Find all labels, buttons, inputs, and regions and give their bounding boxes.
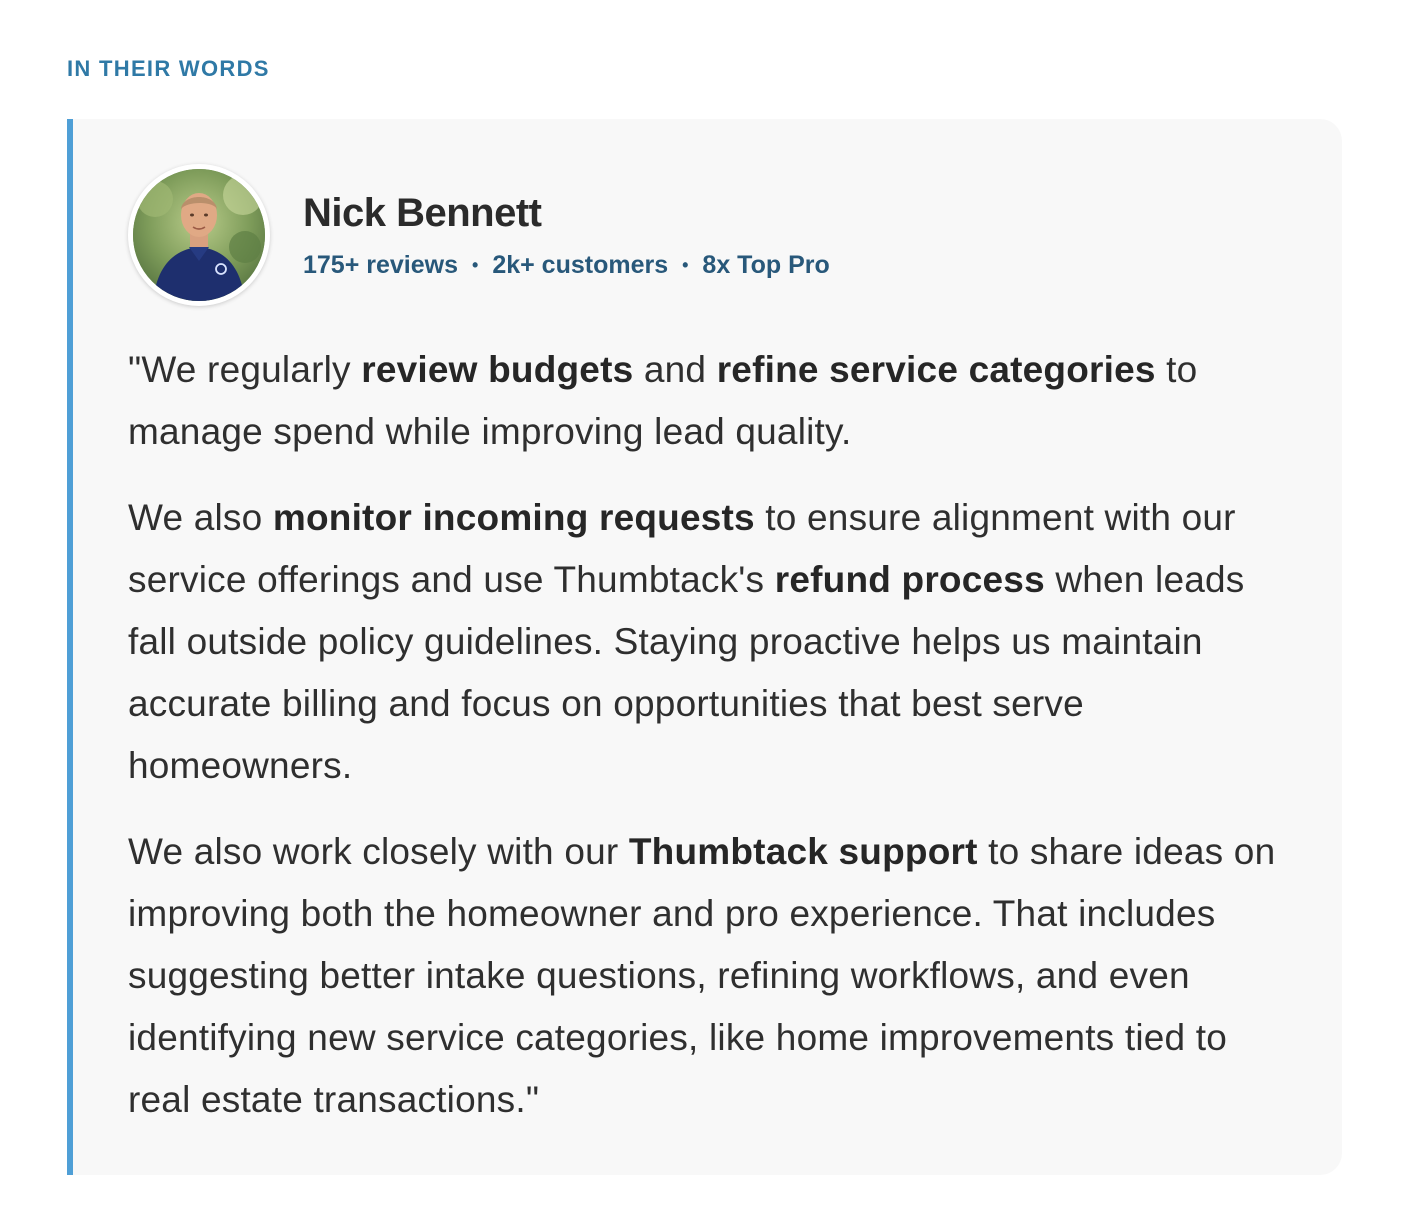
quote-paragraph-1 xyxy=(128,339,1298,463)
quote-text: to manage spend while improving lead quality. xyxy=(128,349,1198,452)
top-pro-badge: 8x Top Pro xyxy=(702,251,830,279)
quote-text: We also work closely with our xyxy=(128,831,629,872)
quote-paragraph-3 xyxy=(128,821,1298,1131)
person-photo-icon xyxy=(133,169,265,301)
quote-paragraph-2 xyxy=(128,487,1298,797)
quote-text: when leads fall outside policy guidelines. Staying proactive helps us maintain accurate billing and focus on opportunities that best serve homeowners. xyxy=(128,559,1245,786)
quote-text: We also xyxy=(128,497,273,538)
quote-text: to share ideas on improving both the homeowner and pro experience. That includes suggesting better intake questions, refining workflows, and even identifying new service categories, like home improvements tied to real estate transactions." xyxy=(128,831,1276,1120)
profile-name: Nick Bennett xyxy=(303,191,542,235)
avatar xyxy=(128,164,270,306)
quote-highlight: monitor incoming requests xyxy=(272,497,755,538)
quote-text: and xyxy=(633,349,717,390)
section-eyebrow: IN THEIR WORDS xyxy=(67,56,270,81)
quote-text: "We regularly xyxy=(128,349,362,390)
reviews-count: 175+ reviews xyxy=(303,251,458,279)
testimonial-card xyxy=(67,119,1342,1175)
quote-highlight: refund process xyxy=(774,559,1045,600)
quote-text: to ensure alignment with our service offerings and use Thumbtack's xyxy=(128,497,1236,600)
quote-highlight: review budgets xyxy=(361,349,634,390)
profile-stats xyxy=(303,250,830,280)
separator-dot: • xyxy=(472,255,479,275)
quote-highlight: refine service categories xyxy=(716,349,1156,390)
separator-dot: • xyxy=(682,255,689,275)
quote-highlight: Thumbtack support xyxy=(628,831,978,872)
customers-count: 2k+ customers xyxy=(492,251,669,279)
testimonial-quote xyxy=(128,339,1298,1155)
